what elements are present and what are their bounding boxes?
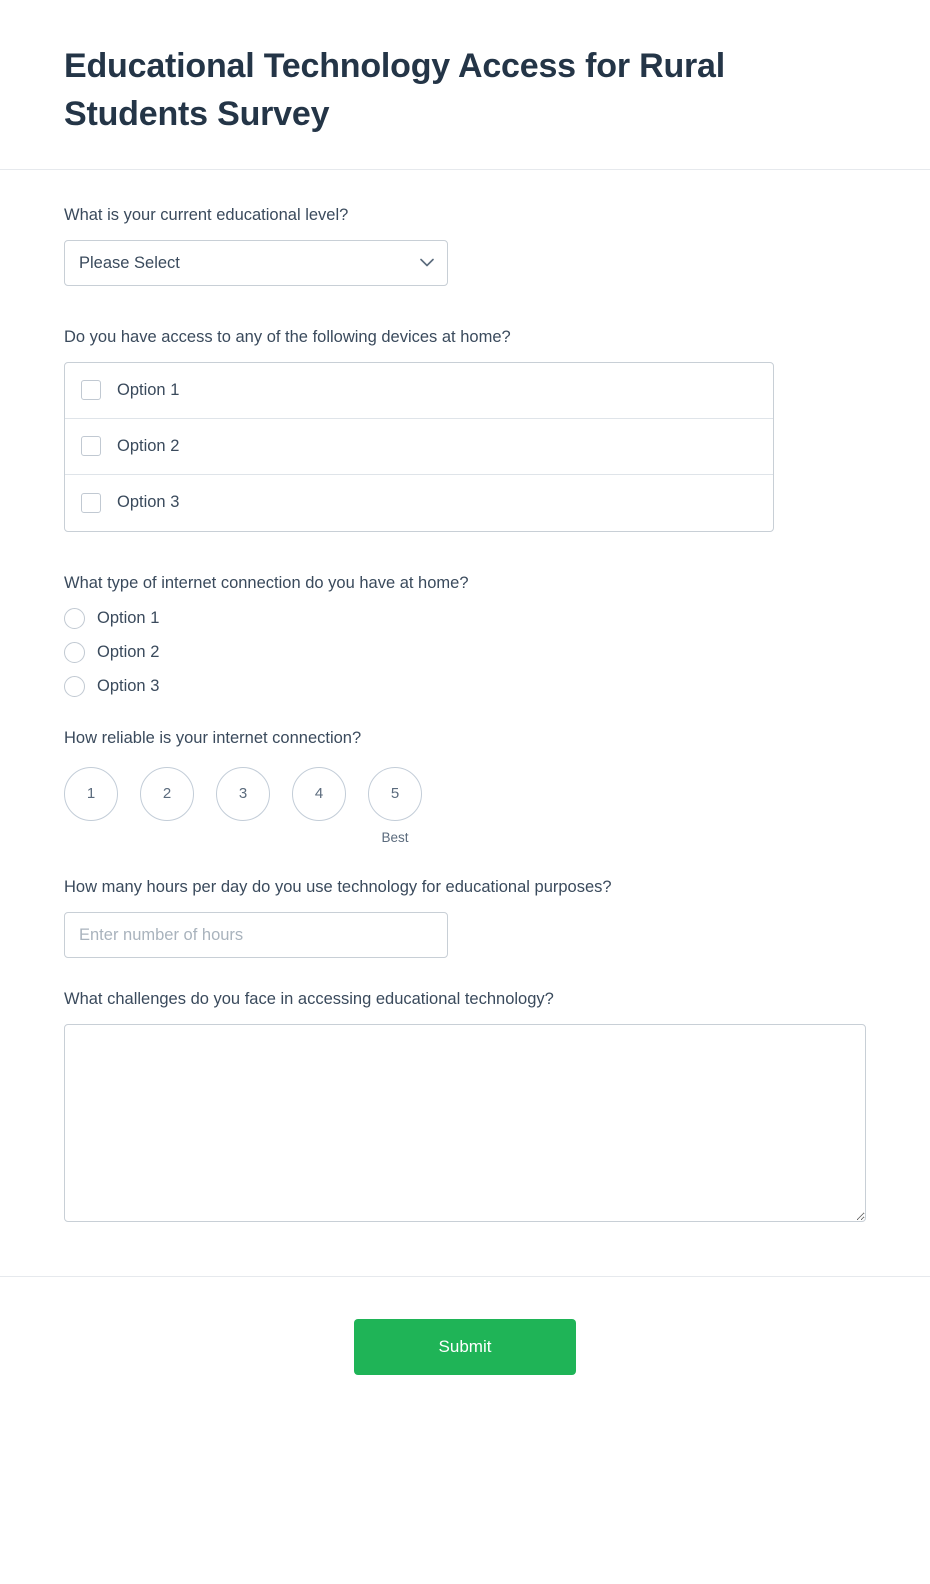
form-header (0, 0, 930, 170)
checkbox-icon[interactable] (81, 436, 101, 456)
scale-value[interactable]: 5 (368, 767, 422, 821)
radio-label: Option 1 (97, 608, 160, 627)
radio-icon[interactable] (64, 608, 85, 629)
question-reliability (64, 727, 866, 846)
scale-option[interactable] (216, 767, 270, 846)
education-level-select[interactable] (64, 240, 448, 286)
scale-option[interactable] (292, 767, 346, 846)
form-body (0, 170, 930, 1277)
devices-checkbox-group (64, 362, 774, 532)
radio-row[interactable] (64, 608, 866, 629)
scale-value[interactable]: 2 (140, 767, 194, 821)
scale-value[interactable]: 4 (292, 767, 346, 821)
question-connection-type (64, 572, 866, 697)
question-hours (64, 876, 866, 958)
radio-label: Option 3 (97, 676, 160, 695)
question-education-level (64, 204, 866, 286)
radio-icon[interactable] (64, 676, 85, 697)
radio-icon[interactable] (64, 642, 85, 663)
scale-option[interactable] (64, 767, 118, 846)
checkbox-row[interactable] (65, 363, 773, 419)
scale-value[interactable]: 3 (216, 767, 270, 821)
scale-option[interactable] (140, 767, 194, 846)
checkbox-label: Option 2 (117, 436, 180, 455)
checkbox-icon[interactable] (81, 380, 101, 400)
question-label: How reliable is your internet connection? (64, 728, 362, 747)
scale-value[interactable]: 1 (64, 767, 118, 821)
challenges-textarea[interactable] (64, 1024, 866, 1222)
scale-option[interactable] (368, 767, 422, 846)
page-title: Educational Technology Access for Rural Students Survey (64, 47, 726, 134)
checkbox-label: Option 1 (117, 380, 180, 399)
checkbox-icon[interactable] (81, 493, 101, 513)
reliability-scale-group (64, 763, 866, 846)
scale-caption: Best (381, 829, 409, 845)
checkbox-label: Option 3 (117, 493, 180, 512)
question-label: Do you have access to any of the following devices at home? (64, 327, 511, 346)
question-label: How many hours per day do you use technology for educational purposes? (64, 877, 612, 896)
radio-label: Option 2 (97, 642, 160, 661)
connection-type-radio-group (64, 608, 866, 697)
education-level-select-wrapper[interactable] (64, 240, 448, 286)
question-label: What challenges do you face in accessing educational technology? (64, 990, 554, 1008)
checkbox-row[interactable] (65, 419, 773, 475)
checkbox-row[interactable] (65, 475, 773, 531)
submit-button[interactable]: Submit (354, 1319, 576, 1375)
question-label: What type of internet connection do you have at home? (64, 573, 469, 592)
question-label: What is your current educational level? (64, 205, 349, 224)
question-challenges (64, 988, 866, 1222)
hours-input[interactable] (64, 912, 448, 958)
question-devices (64, 326, 866, 532)
form-footer (0, 1276, 930, 1425)
radio-row[interactable] (64, 676, 866, 697)
radio-row[interactable] (64, 642, 866, 663)
